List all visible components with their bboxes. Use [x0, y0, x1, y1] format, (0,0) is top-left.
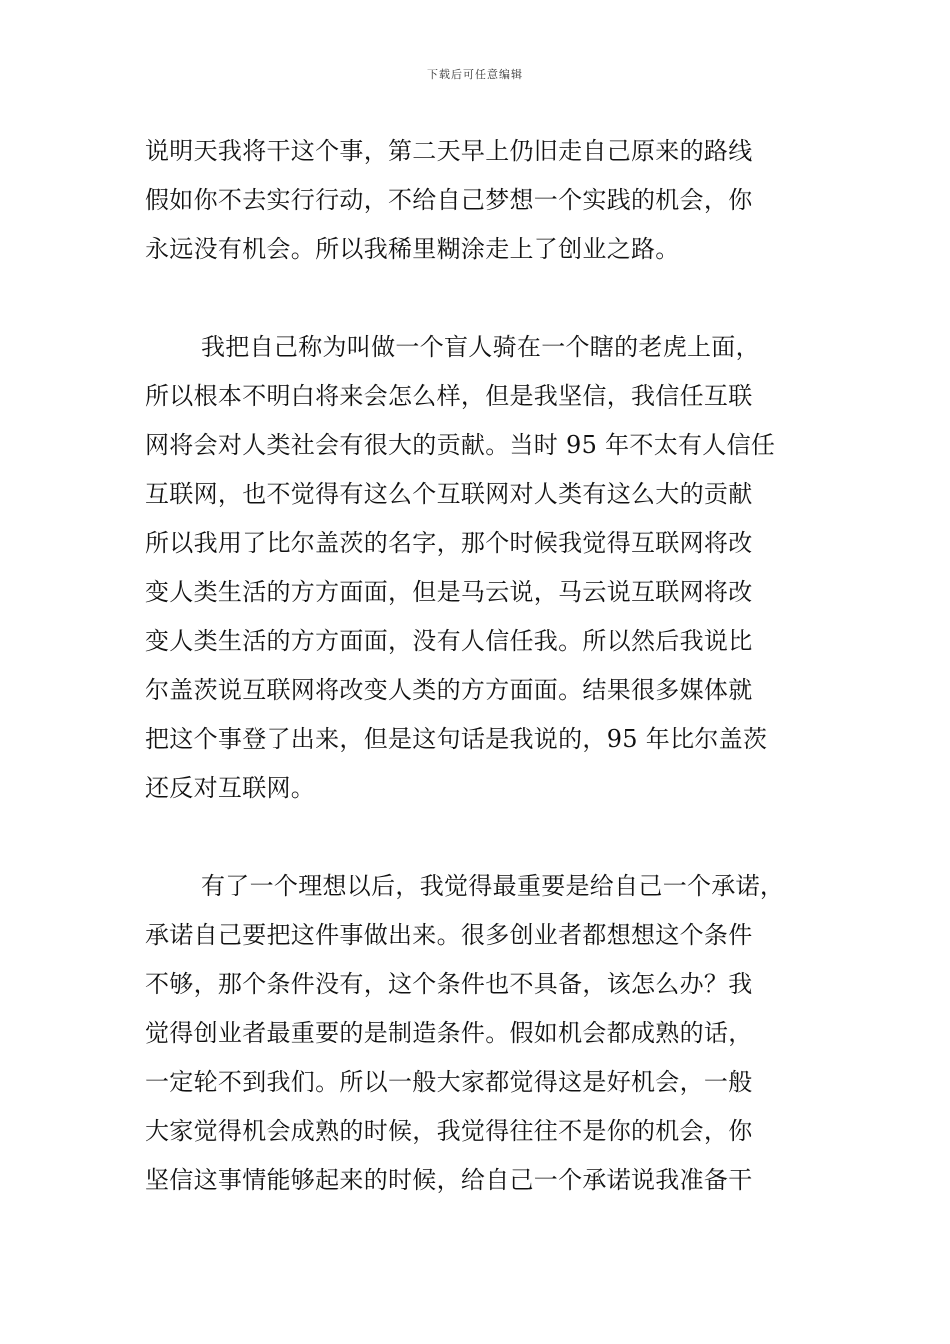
paragraph-1: [145, 127, 825, 274]
paragraph-gap: [145, 813, 825, 862]
document-body: [145, 127, 825, 1205]
paragraph-gap: [145, 274, 825, 323]
text-line: 我把自己称为叫做一个盲人骑在一个瞎的老虎上面，: [201, 333, 760, 361]
text-line: 承诺自己要把这件事做出来。很多创业者都想想这个条件: [145, 921, 753, 949]
text-line: 所以我用了比尔盖茨的名字，那个时候我觉得互联网将改: [145, 529, 753, 557]
text-line: 大家觉得机会成熟的时候，我觉得往往不是你的机会，你: [145, 1117, 753, 1145]
text-line: 一定轮不到我们。所以一般大家都觉得这是好机会，一般: [145, 1068, 753, 1096]
text-line: 有了一个理想以后，我觉得最重要是给自己一个承诺，: [201, 872, 785, 900]
paragraph-3: [145, 862, 825, 1205]
text-line: 永远没有机会。所以我稀里糊涂走上了创业之路。: [145, 235, 680, 263]
text-line: 把这个事登了出来，但是这句话是我说的，95 年比尔盖茨: [145, 725, 768, 753]
text-line: 所以根本不明白将来会怎么样，但是我坚信，我信任互联: [145, 382, 753, 410]
text-line: 坚信这事情能够起来的时候，给自己一个承诺说我准备干: [145, 1166, 753, 1194]
text-line: 尔盖茨说互联网将改变人类的方方面面。结果很多媒体就: [145, 676, 753, 704]
text-line: 变人类生活的方方面面，但是马云说，马云说互联网将改: [145, 578, 753, 606]
text-line: 觉得创业者最重要的是制造条件。假如机会都成熟的话，: [145, 1019, 753, 1047]
text-line: 变人类生活的方方面面，没有人信任我。所以然后我说比: [145, 627, 753, 655]
text-line: 不够，那个条件没有，这个条件也不具备，该怎么办？我: [145, 970, 753, 998]
paragraph-2: [145, 323, 825, 813]
text-line: 网将会对人类社会有很大的贡献。当时 95 年不太有人信任: [145, 431, 776, 459]
text-line: 互联网，也不觉得有这么个互联网对人类有这么大的贡献: [145, 480, 753, 508]
text-line: 还反对互联网。: [145, 774, 316, 802]
text-line: 假如你不去实行行动，不给自己梦想一个实践的机会，你: [145, 186, 753, 214]
page-header: 下载后可任意编辑: [427, 68, 523, 81]
text-line: 说明天我将干这个事，第二天早上仍旧走自己原来的路线: [145, 137, 753, 165]
